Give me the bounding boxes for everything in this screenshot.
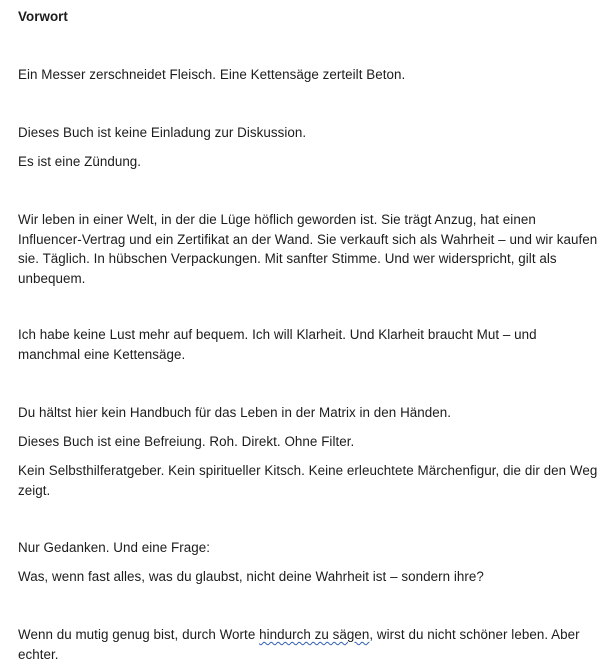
- paragraph-line: unbequem.: [18, 270, 86, 286]
- paragraph-line: Ein Messer zerschneidet Fleisch. Eine Kettensäge zerteilt Beton.: [18, 67, 406, 82]
- paragraph-line: Was, wenn fast alles, was du glaubst, nicht deine Wahrheit ist – sondern ihre?: [18, 569, 484, 584]
- text-run: , wirst du nicht schöner leben. Aber: [369, 627, 580, 642]
- paragraph-line: [18, 625, 580, 645]
- paragraph-line: Ich habe keine Lust mehr auf bequem. Ich will Klarheit. Und Klarheit braucht Mut – und: [18, 327, 537, 342]
- paragraph-11: [18, 625, 580, 664]
- paragraph-line: sie. Täglich. In hübschen Verpackungen. Mit sanfter Stimme. Und wer widerspricht, gilt als: [18, 251, 557, 266]
- paragraph-line: Es ist eine Zündung.: [18, 154, 142, 169]
- paragraph-line: zeigt.: [18, 482, 51, 498]
- paragraph-line: Du hältst hier kein Handbuch für das Leben in der Matrix in den Händen.: [18, 405, 452, 420]
- paragraph-8: [18, 461, 597, 500]
- document-heading: Vorwort: [18, 9, 68, 24]
- paragraph-line: Dieses Buch ist eine Befreiung. Roh. Direkt. Ohne Filter.: [18, 434, 355, 449]
- paragraph-line: Wir leben in einer Welt, in der die Lüge höflich geworden ist. Sie trägt Anzug, hat einen: [18, 212, 536, 227]
- paragraph-line: Kein Selbsthilferatgeber. Kein spiritueller Kitsch. Keine erleuchtete Märchenfigur, die dir den Weg: [18, 463, 598, 478]
- paragraph-3: [18, 152, 141, 172]
- paragraph-4: [18, 210, 597, 288]
- paragraph-2: [18, 123, 306, 143]
- paragraph-5: [18, 325, 537, 364]
- paragraph-6: [18, 403, 451, 423]
- text-run: Wenn du mutig genug bist, durch Worte: [18, 627, 260, 642]
- paragraph-line: manchmal eine Kettensäge.: [18, 346, 186, 362]
- paragraph-line: echter.: [18, 646, 59, 662]
- paragraph-line: Influencer-Vertrag und ein Zertifikat an der Wand. Sie verkauft sich als Wahrheit – und wir kaufen: [18, 231, 598, 247]
- paragraph-7: [18, 432, 354, 452]
- paragraph-10: [18, 567, 484, 587]
- paragraph-1: [18, 65, 405, 85]
- paragraph-line: Nur Gedanken. Und eine Frage:: [18, 540, 211, 555]
- paragraph-line: Dieses Buch ist keine Einladung zur Diskussion.: [18, 125, 307, 140]
- spellcheck-flagged-text[interactable]: hindurch zu sägen: [259, 627, 370, 642]
- paragraph-9: [18, 538, 210, 558]
